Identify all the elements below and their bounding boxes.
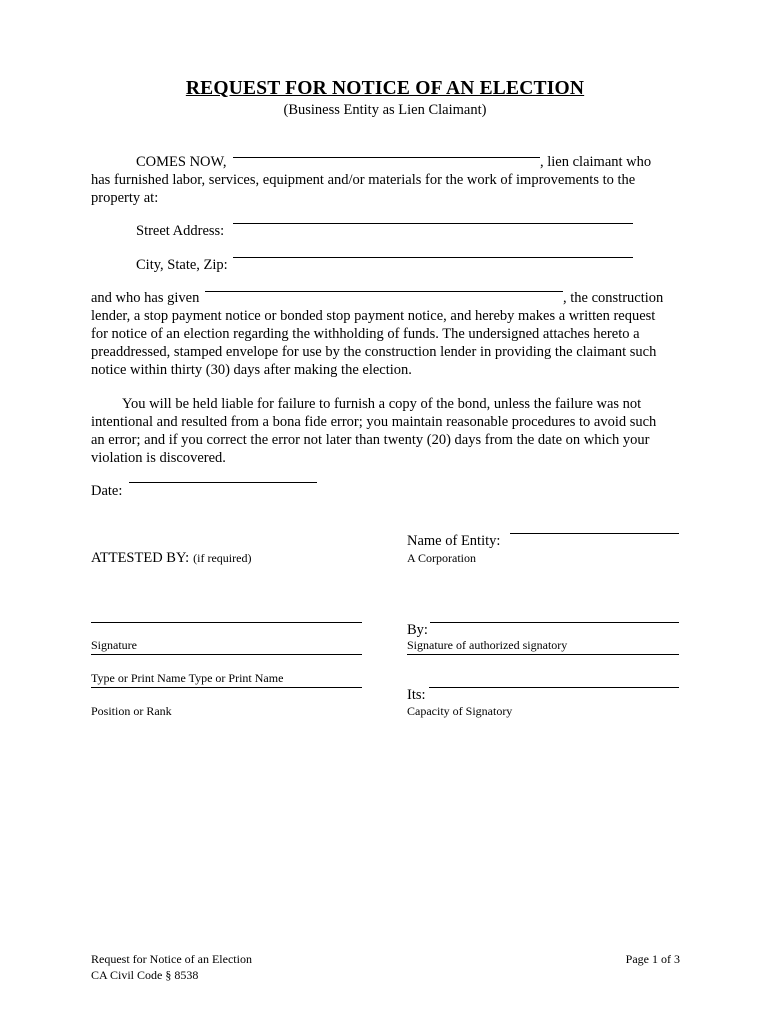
comes-now-text: COMES NOW, — [136, 154, 227, 170]
given-lead-text: and who has given — [91, 290, 200, 306]
date-label: Date: — [91, 483, 123, 499]
print-name-blank[interactable] — [91, 654, 362, 655]
signature-blank[interactable] — [91, 622, 362, 623]
footer-code: CA Civil Code § 8538 — [91, 968, 199, 982]
by-blank[interactable] — [430, 622, 679, 623]
liability-line3: an error; and if you correct the error not later than twenty (20) days from the date on which your — [91, 432, 650, 448]
entity-label: Name of Entity: — [407, 533, 501, 549]
auth-signatory-label: Signature of authorized signatory — [407, 638, 568, 652]
liability-line1: You will be held liable for failure to furnish a copy of the bond, unless the failure was not — [122, 396, 642, 412]
attested-by-label: ATTESTED BY: — [91, 550, 190, 566]
city-state-zip-label: City, State, Zip: — [136, 257, 228, 273]
given-line2: lender, a stop payment notice or bonded stop payment notice, and hereby makes a written request — [91, 308, 656, 324]
given-line5: notice within thirty (30) days after making the election. — [91, 362, 412, 378]
signature-label: Signature — [91, 638, 137, 652]
entity-name-blank[interactable] — [510, 533, 679, 534]
city-state-zip-blank[interactable] — [233, 257, 633, 258]
document-title: REQUEST FOR NOTICE OF AN ELECTION — [185, 78, 585, 99]
attested-note: (if required) — [193, 551, 252, 565]
its-blank[interactable] — [429, 687, 679, 688]
date-blank[interactable] — [129, 482, 317, 483]
comes-now-line3: property at: — [91, 190, 159, 206]
street-address-label: Street Address: — [136, 223, 225, 239]
liability-line4: violation is discovered. — [91, 450, 226, 466]
lien-claimant-text: , lien claimant who — [540, 154, 652, 170]
corporation-label: A Corporation — [407, 551, 476, 565]
print-name-label: Type or Print Name Type or Print Name — [91, 671, 284, 685]
lien-claimant-blank[interactable] — [233, 157, 540, 158]
document-subtitle: (Business Entity as Lien Claimant) — [283, 102, 487, 118]
comes-now-line2: has furnished labor, services, equipment and/or materials for the work of improvements to the — [91, 172, 636, 188]
given-line4: preaddressed, stamped envelope for use by the construction lender in providing the claimant such — [91, 344, 657, 360]
position-blank[interactable] — [91, 687, 362, 688]
given-line3: for notice of an election regarding the withholding of funds. The undersigned attaches hereto a — [91, 326, 640, 342]
construction-lender-blank[interactable] — [205, 291, 563, 292]
footer-title: Request for Notice of an Election — [91, 952, 252, 966]
authorized-signature-blank[interactable] — [407, 654, 679, 655]
construction-lender-text: , the construction — [563, 290, 664, 306]
position-label: Position or Rank — [91, 704, 172, 718]
by-label: By: — [407, 622, 428, 638]
capacity-label: Capacity of Signatory — [407, 704, 513, 718]
its-label: Its: — [407, 687, 426, 703]
liability-line2: intentional and resulted from a bona fide error; you maintain reasonable procedures to avoid such — [91, 414, 657, 430]
street-address-blank[interactable] — [233, 223, 633, 224]
page-number: Page 1 of 3 — [625, 952, 680, 966]
attested-by — [91, 549, 251, 567]
